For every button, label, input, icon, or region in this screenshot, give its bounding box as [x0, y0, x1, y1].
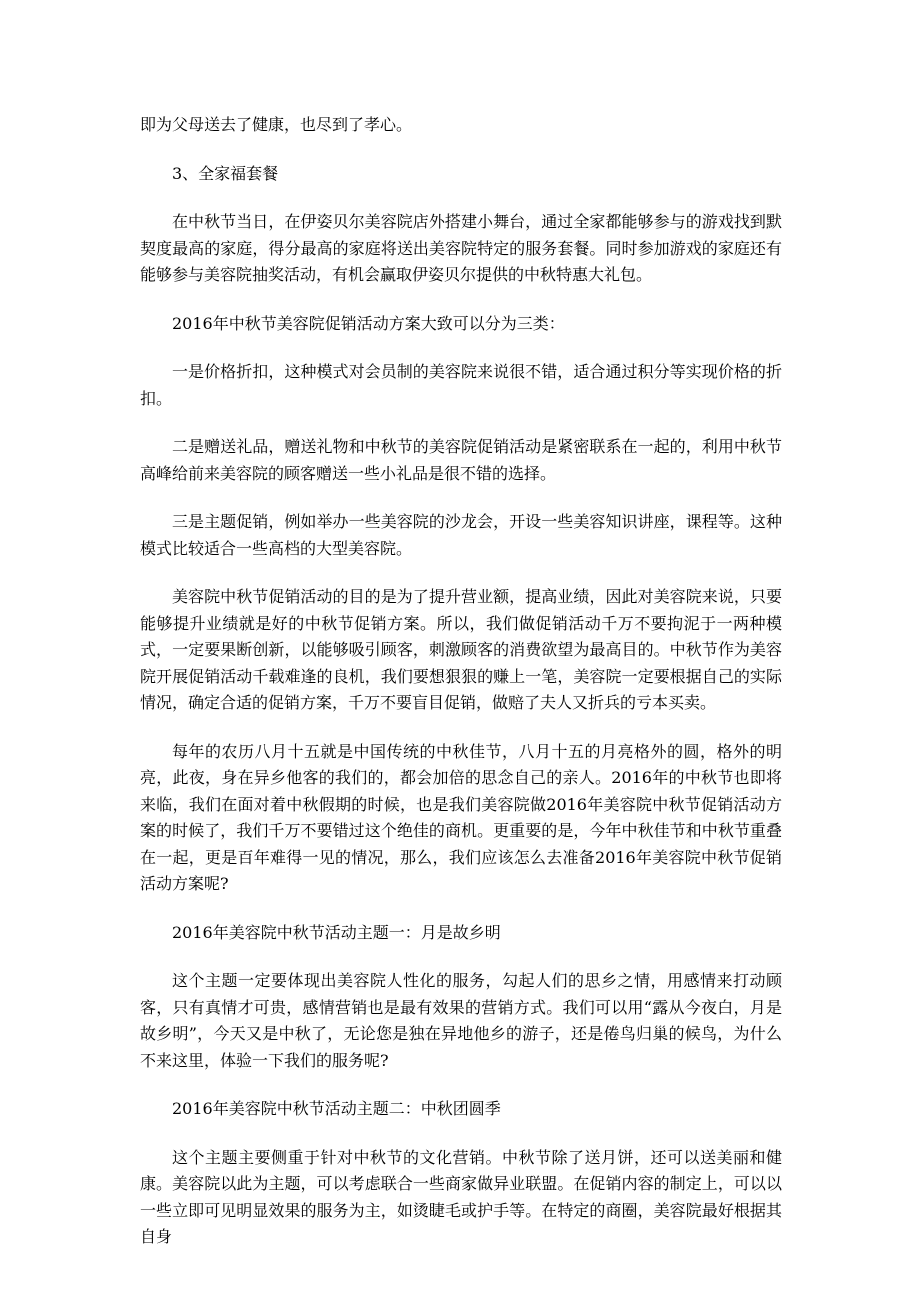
- paragraph-mid-autumn-intro: 每年的农历八月十五就是中国传统的中秋佳节，八月十五的月亮格外的圆，格外的明亮，此夜，身在异乡他客的我们的，都会加倍的思念自己的亲人。2016年的中秋节也即将来临，我们在面对着中秋假期的时候，也是我们美容院做2016年美容院中秋节促销活动方案的时候了，我们千万不要错过这个绝佳的商机。更重要的是，今年中秋佳节和中秋节重叠在一起，更是百年难得一见的情况，那么，我们应该怎么去准备2016年美容院中秋节促销活动方案呢?: [140, 741, 782, 893]
- heading-theme-one: 2016年美容院中秋节活动主题一：月是故乡明: [172, 922, 501, 942]
- paragraph-three-categories-intro: 2016年中秋节美容院促销活动方案大致可以分为三类：: [172, 313, 565, 333]
- document-body: [140, 112, 782, 1273]
- paragraph-gift-giving: 二是赠送礼品，赠送礼物和中秋节的美容院促销活动是紧密联系在一起的，利用中秋节高峰给前来美容院的顾客赠送一些小礼品是很不错的选择。: [140, 437, 782, 483]
- paragraph-theme-two: 这个主题主要侧重于针对中秋节的文化营销。中秋节除了送月饼，还可以送美丽和健康。美容院以此为主题，可以考虑联合一些商家做异业联盟。在促销内容的制定上，可以以一些立即可见明显效果的服务为主，如烫睫毛或护手等。在特定的商圈，美容院最好根据其自身: [140, 1147, 782, 1246]
- heading-theme-two: 2016年美容院中秋节活动主题二：中秋团圆季: [172, 1099, 501, 1118]
- paragraph-family-package: 在中秋节当日，在伊姿贝尔美容院店外搭建小舞台，通过全家都能够参与的游戏找到默契度最高的家庭，得分最高的家庭将送出美容院特定的服务套餐。同时参加游戏的家庭还有能够参与美容院抽奖活动，有机会赢取伊姿贝尔提供的中秋特惠大礼包。: [140, 212, 782, 284]
- paragraph-theme-promotion: 三是主题促销，例如举办一些美容院的沙龙会，开设一些美容知识讲座，课程等。这种模式比较适合一些高档的大型美容院。: [140, 512, 782, 558]
- paragraph-theme-one: 这个主题一定要体现出美容院人性化的服务，勾起人们的思乡之情，用感情来打动顾客，只有真情才可贵，感情营销也是最有效果的营销方式。我们可以用“露从今夜白，月是故乡明”，今天又是中秋了，无论您是独在异地他乡的游子，还是倦鸟归巢的候鸟，为什么不来这里，体验一下我们的服务呢?: [140, 971, 782, 1070]
- paragraph-continuation: 即为父母送去了健康，也尽到了孝心。: [140, 115, 413, 134]
- section-heading-family-package: 3、全家福套餐: [172, 163, 279, 183]
- paragraph-promotion-purpose: 美容院中秋节促销活动的目的是为了提升营业额，提高业绩，因此对美容院来说，只要能够提升业绩就是好的中秋节促销方案。所以，我们做促销活动千万不要拘泥于一两种模式，一定要果断创新，以能够吸引顾客，刺激顾客的消费欲望为最高目的。中秋节作为美容院开展促销活动千载难逢的良机，我们要想狠狠的赚上一笔，美容院一定要根据自己的实际情况，确定合适的促销方案，千万不要盲目促销，做赔了夫人又折兵的亏本买卖。: [140, 587, 782, 712]
- paragraph-price-discount: 一是价格折扣，这种模式对会员制的美容院来说很不错，适合通过积分等实现价格的折扣。: [140, 362, 782, 408]
